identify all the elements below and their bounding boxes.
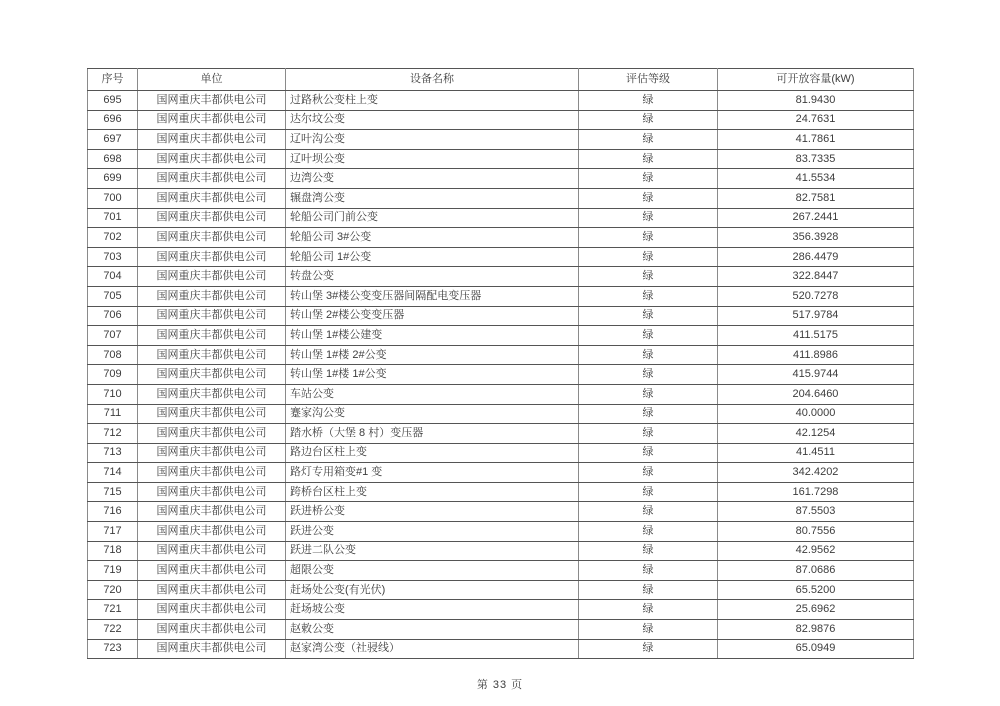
capacity-table — [87, 68, 914, 659]
grade-cell: 绿 — [579, 345, 718, 365]
serial-number-cell: 709 — [88, 365, 138, 385]
header-grade: 评估等级 — [579, 69, 718, 91]
unit-cell: 国网重庆丰都供电公司 — [138, 580, 286, 600]
grade-cell: 绿 — [579, 404, 718, 424]
table-row — [88, 639, 914, 659]
device-name-cell: 转山堡 3#楼公变变压器间隔配电变压器 — [286, 286, 579, 306]
capacity-cell: 82.7581 — [718, 188, 914, 208]
table-row — [88, 620, 914, 640]
capacity-cell: 87.0686 — [718, 561, 914, 581]
device-name-cell: 过路秋公变柱上变 — [286, 91, 579, 111]
table-row — [88, 91, 914, 111]
serial-number-cell: 716 — [88, 502, 138, 522]
capacity-cell: 267.2441 — [718, 208, 914, 228]
device-name-cell: 达尔坟公变 — [286, 110, 579, 130]
table-row — [88, 267, 914, 287]
grade-cell: 绿 — [579, 522, 718, 542]
grade-cell: 绿 — [579, 580, 718, 600]
table-row — [88, 600, 914, 620]
serial-number-cell: 707 — [88, 326, 138, 346]
table-row — [88, 228, 914, 248]
unit-cell: 国网重庆丰都供电公司 — [138, 561, 286, 581]
grade-cell: 绿 — [579, 91, 718, 111]
capacity-cell: 42.9562 — [718, 541, 914, 561]
table-row — [88, 110, 914, 130]
serial-number-cell: 720 — [88, 580, 138, 600]
capacity-cell: 161.7298 — [718, 482, 914, 502]
capacity-cell: 65.0949 — [718, 639, 914, 659]
grade-cell: 绿 — [579, 110, 718, 130]
capacity-cell: 411.5175 — [718, 326, 914, 346]
grade-cell: 绿 — [579, 561, 718, 581]
device-name-cell: 辗盘湾公变 — [286, 188, 579, 208]
unit-cell: 国网重庆丰都供电公司 — [138, 600, 286, 620]
table-row — [88, 482, 914, 502]
device-name-cell: 转山堡 2#楼公变变压器 — [286, 306, 579, 326]
unit-cell: 国网重庆丰都供电公司 — [138, 306, 286, 326]
grade-cell: 绿 — [579, 639, 718, 659]
device-name-cell: 转盘公变 — [286, 267, 579, 287]
unit-cell: 国网重庆丰都供电公司 — [138, 384, 286, 404]
grade-cell: 绿 — [579, 541, 718, 561]
serial-number-cell: 723 — [88, 639, 138, 659]
header-capacity: 可开放容量(kW) — [718, 69, 914, 91]
table-row — [88, 130, 914, 150]
capacity-cell: 286.4479 — [718, 247, 914, 267]
serial-number-cell: 705 — [88, 286, 138, 306]
unit-cell: 国网重庆丰都供电公司 — [138, 522, 286, 542]
grade-cell: 绿 — [579, 600, 718, 620]
grade-cell: 绿 — [579, 365, 718, 385]
grade-cell: 绿 — [579, 188, 718, 208]
unit-cell: 国网重庆丰都供电公司 — [138, 110, 286, 130]
grade-cell: 绿 — [579, 620, 718, 640]
device-name-cell: 辽叶沟公变 — [286, 130, 579, 150]
capacity-cell: 204.6460 — [718, 384, 914, 404]
serial-number-cell: 700 — [88, 188, 138, 208]
serial-number-cell: 717 — [88, 522, 138, 542]
unit-cell: 国网重庆丰都供电公司 — [138, 228, 286, 248]
capacity-cell: 87.5503 — [718, 502, 914, 522]
device-name-cell: 转山堡 1#楼公建变 — [286, 326, 579, 346]
capacity-cell: 83.7335 — [718, 149, 914, 169]
table-row — [88, 306, 914, 326]
device-name-cell: 转山堡 1#楼 2#公变 — [286, 345, 579, 365]
unit-cell: 国网重庆丰都供电公司 — [138, 169, 286, 189]
grade-cell: 绿 — [579, 424, 718, 444]
unit-cell: 国网重庆丰都供电公司 — [138, 345, 286, 365]
device-name-cell: 超限公变 — [286, 561, 579, 581]
capacity-cell: 40.0000 — [718, 404, 914, 424]
table-row — [88, 208, 914, 228]
capacity-cell: 322.8447 — [718, 267, 914, 287]
unit-cell: 国网重庆丰都供电公司 — [138, 404, 286, 424]
unit-cell: 国网重庆丰都供电公司 — [138, 130, 286, 150]
capacity-cell: 65.5200 — [718, 580, 914, 600]
table-row — [88, 424, 914, 444]
unit-cell: 国网重庆丰都供电公司 — [138, 267, 286, 287]
serial-number-cell: 701 — [88, 208, 138, 228]
device-name-cell: 跨桥台区柱上变 — [286, 482, 579, 502]
table-row — [88, 463, 914, 483]
grade-cell: 绿 — [579, 326, 718, 346]
header-unit: 单位 — [138, 69, 286, 91]
header-serial-number: 序号 — [88, 69, 138, 91]
device-name-cell: 轮船公司门前公变 — [286, 208, 579, 228]
table-row — [88, 384, 914, 404]
grade-cell: 绿 — [579, 169, 718, 189]
serial-number-cell: 695 — [88, 91, 138, 111]
device-name-cell: 跃进桥公变 — [286, 502, 579, 522]
table-row — [88, 326, 914, 346]
serial-number-cell: 719 — [88, 561, 138, 581]
unit-cell: 国网重庆丰都供电公司 — [138, 502, 286, 522]
grade-cell: 绿 — [579, 247, 718, 267]
device-name-cell: 赵敕公变 — [286, 620, 579, 640]
device-name-cell: 跃进公变 — [286, 522, 579, 542]
device-name-cell: 踏水桥（大堡 8 村）变压器 — [286, 424, 579, 444]
capacity-cell: 41.7861 — [718, 130, 914, 150]
device-name-cell: 辽叶坝公变 — [286, 149, 579, 169]
unit-cell: 国网重庆丰都供电公司 — [138, 365, 286, 385]
table-row — [88, 404, 914, 424]
unit-cell: 国网重庆丰都供电公司 — [138, 247, 286, 267]
unit-cell: 国网重庆丰都供电公司 — [138, 620, 286, 640]
grade-cell: 绿 — [579, 463, 718, 483]
capacity-cell: 80.7556 — [718, 522, 914, 542]
serial-number-cell: 722 — [88, 620, 138, 640]
capacity-cell: 41.4511 — [718, 443, 914, 463]
capacity-cell: 25.6962 — [718, 600, 914, 620]
device-name-cell: 路灯专用箱变#1 变 — [286, 463, 579, 483]
device-name-cell: 车站公变 — [286, 384, 579, 404]
grade-cell: 绿 — [579, 306, 718, 326]
capacity-cell: 517.9784 — [718, 306, 914, 326]
capacity-cell: 42.1254 — [718, 424, 914, 444]
serial-number-cell: 715 — [88, 482, 138, 502]
serial-number-cell: 698 — [88, 149, 138, 169]
serial-number-cell: 712 — [88, 424, 138, 444]
device-name-cell: 赵家湾公变（社骎线） — [286, 639, 579, 659]
capacity-cell: 81.9430 — [718, 91, 914, 111]
table-row — [88, 286, 914, 306]
device-name-cell: 边湾公变 — [286, 169, 579, 189]
unit-cell: 国网重庆丰都供电公司 — [138, 149, 286, 169]
table-row — [88, 561, 914, 581]
serial-number-cell: 721 — [88, 600, 138, 620]
serial-number-cell: 711 — [88, 404, 138, 424]
capacity-cell: 24.7631 — [718, 110, 914, 130]
serial-number-cell: 710 — [88, 384, 138, 404]
serial-number-cell: 713 — [88, 443, 138, 463]
capacity-cell: 415.9744 — [718, 365, 914, 385]
device-name-cell: 跃进二队公变 — [286, 541, 579, 561]
grade-cell: 绿 — [579, 228, 718, 248]
serial-number-cell: 703 — [88, 247, 138, 267]
table-row — [88, 149, 914, 169]
table-row — [88, 522, 914, 542]
unit-cell: 国网重庆丰都供电公司 — [138, 482, 286, 502]
grade-cell: 绿 — [579, 130, 718, 150]
grade-cell: 绿 — [579, 384, 718, 404]
device-name-cell: 蹇家沟公变 — [286, 404, 579, 424]
capacity-cell: 41.5534 — [718, 169, 914, 189]
grade-cell: 绿 — [579, 267, 718, 287]
device-name-cell: 赶场坡公变 — [286, 600, 579, 620]
device-name-cell: 路边台区柱上变 — [286, 443, 579, 463]
grade-cell: 绿 — [579, 482, 718, 502]
serial-number-cell: 702 — [88, 228, 138, 248]
serial-number-cell: 718 — [88, 541, 138, 561]
serial-number-cell: 697 — [88, 130, 138, 150]
device-name-cell: 赶场处公变(有光伏) — [286, 580, 579, 600]
unit-cell: 国网重庆丰都供电公司 — [138, 463, 286, 483]
serial-number-cell: 714 — [88, 463, 138, 483]
device-name-cell: 转山堡 1#楼 1#公变 — [286, 365, 579, 385]
unit-cell: 国网重庆丰都供电公司 — [138, 286, 286, 306]
grade-cell: 绿 — [579, 502, 718, 522]
unit-cell: 国网重庆丰都供电公司 — [138, 91, 286, 111]
table-header-row — [88, 69, 914, 91]
table-row — [88, 541, 914, 561]
capacity-cell: 356.3928 — [718, 228, 914, 248]
page-number: 第 33 页 — [476, 679, 524, 691]
grade-cell: 绿 — [579, 286, 718, 306]
serial-number-cell: 696 — [88, 110, 138, 130]
unit-cell: 国网重庆丰都供电公司 — [138, 541, 286, 561]
grade-cell: 绿 — [579, 208, 718, 228]
table-row — [88, 443, 914, 463]
table-row — [88, 345, 914, 365]
serial-number-cell: 699 — [88, 169, 138, 189]
device-name-cell: 轮船公司 1#公变 — [286, 247, 579, 267]
capacity-cell: 411.8986 — [718, 345, 914, 365]
unit-cell: 国网重庆丰都供电公司 — [138, 208, 286, 228]
capacity-cell: 342.4202 — [718, 463, 914, 483]
unit-cell: 国网重庆丰都供电公司 — [138, 326, 286, 346]
unit-cell: 国网重庆丰都供电公司 — [138, 424, 286, 444]
grade-cell: 绿 — [579, 149, 718, 169]
device-name-cell: 轮船公司 3#公变 — [286, 228, 579, 248]
table-row — [88, 169, 914, 189]
serial-number-cell: 704 — [88, 267, 138, 287]
unit-cell: 国网重庆丰都供电公司 — [138, 443, 286, 463]
table-row — [88, 247, 914, 267]
table-row — [88, 580, 914, 600]
table-body — [88, 91, 914, 659]
table-row — [88, 502, 914, 522]
serial-number-cell: 706 — [88, 306, 138, 326]
capacity-cell: 82.9876 — [718, 620, 914, 640]
table-row — [88, 188, 914, 208]
grade-cell: 绿 — [579, 443, 718, 463]
unit-cell: 国网重庆丰都供电公司 — [138, 188, 286, 208]
capacity-cell: 520.7278 — [718, 286, 914, 306]
table-row — [88, 365, 914, 385]
serial-number-cell: 708 — [88, 345, 138, 365]
header-device-name: 设备名称 — [286, 69, 579, 91]
unit-cell: 国网重庆丰都供电公司 — [138, 639, 286, 659]
